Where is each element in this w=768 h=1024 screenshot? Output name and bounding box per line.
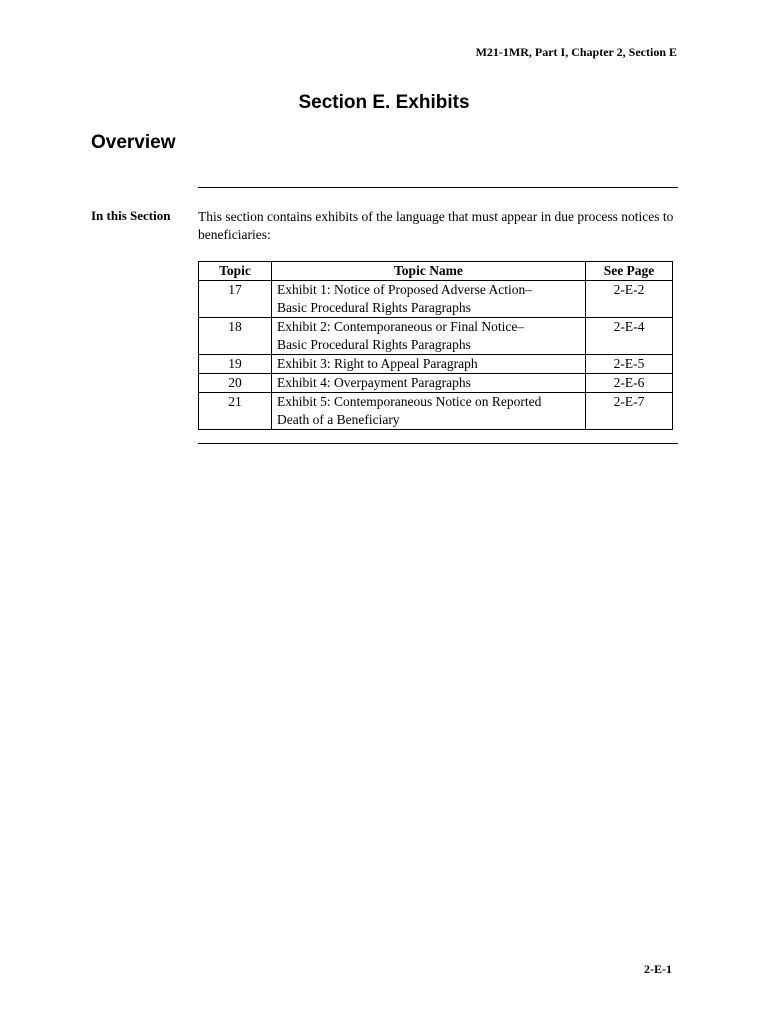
topics-table (198, 261, 673, 430)
topic-name-line: Exhibit 3: Right to Appeal Paragraph (277, 356, 478, 371)
block-label: In this Section (91, 208, 171, 223)
see-page: 2-E-6 (586, 374, 673, 393)
table-row (199, 393, 673, 430)
column-header-topic: Topic (199, 262, 272, 281)
table-row (199, 374, 673, 393)
section-title: Section E. Exhibits (298, 92, 470, 113)
column-header-topic-name: Topic Name (272, 262, 586, 281)
overview-heading: Overview (91, 132, 176, 153)
column-header-see-page: See Page (586, 262, 673, 281)
topic-number: 21 (199, 393, 272, 430)
topic-name (272, 393, 586, 430)
see-page: 2-E-2 (586, 281, 673, 318)
topic-name (272, 374, 586, 393)
topic-number: 20 (199, 374, 272, 393)
topic-name (272, 318, 586, 355)
topic-name-line: Exhibit 5: Contemporaneous Notice on Reported (277, 394, 542, 409)
intro-text: This section contains exhibits of the language that must appear in due process notices to beneficiaries: (198, 209, 674, 242)
table-header-row (199, 262, 673, 281)
topic-name-line: Exhibit 4: Overpayment Paragraphs (277, 375, 471, 390)
page-number: 2-E-1 (644, 962, 672, 976)
topic-name-line: Exhibit 1: Notice of Proposed Adverse Action– (277, 282, 532, 297)
topic-name (272, 355, 586, 374)
topic-name (272, 281, 586, 318)
topic-name-line: Death of a Beneficiary (277, 412, 400, 427)
table-row (199, 281, 673, 318)
see-page: 2-E-4 (586, 318, 673, 355)
topics-table-body (199, 281, 673, 430)
table-row (199, 355, 673, 374)
bottom-divider (198, 443, 678, 444)
top-divider (198, 187, 678, 188)
topic-name-line: Exhibit 2: Contemporaneous or Final Notice– (277, 319, 525, 334)
topic-number: 17 (199, 281, 272, 318)
running-header: M21-1MR, Part I, Chapter 2, Section E (475, 45, 677, 59)
topic-name-line: Basic Procedural Rights Paragraphs (277, 337, 471, 352)
topic-number: 19 (199, 355, 272, 374)
topic-name-line: Basic Procedural Rights Paragraphs (277, 300, 471, 315)
see-page: 2-E-5 (586, 355, 673, 374)
table-row (199, 318, 673, 355)
see-page: 2-E-7 (586, 393, 673, 430)
topic-number: 18 (199, 318, 272, 355)
